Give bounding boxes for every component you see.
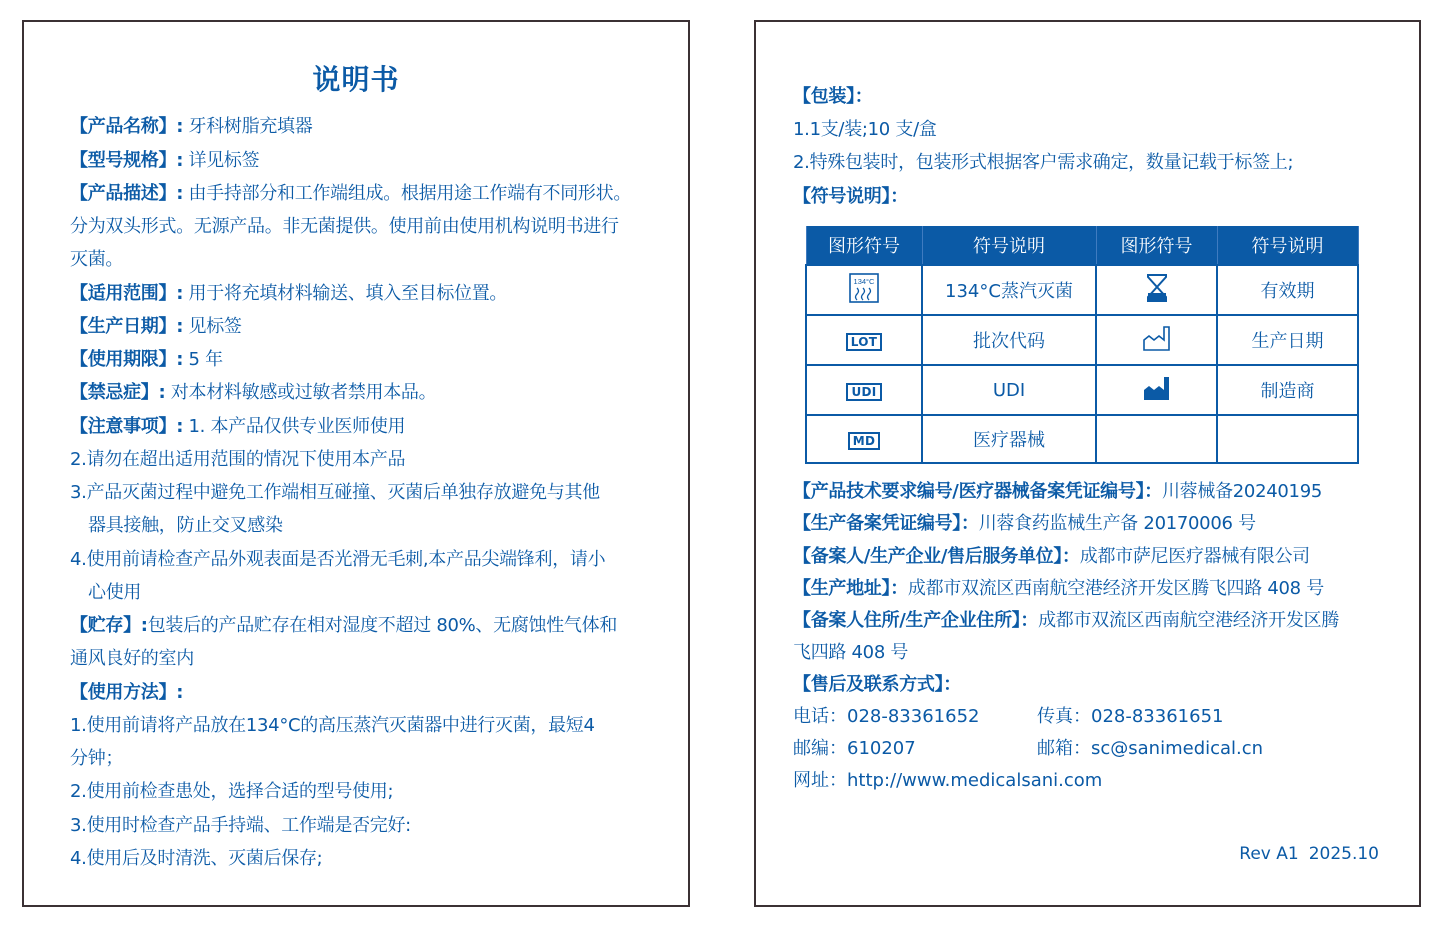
symbol-description: 制造商	[1217, 365, 1358, 415]
table-row	[806, 365, 1358, 415]
model-spec-line: 【型号规格】: 详见标签	[70, 150, 260, 171]
symbol-description: 有效期	[1217, 265, 1358, 315]
description-line-3: 灭菌。	[70, 249, 124, 270]
svg-text:134°C: 134°C	[853, 276, 875, 286]
product-name-line: 【产品名称】: 牙科树脂充填器	[70, 116, 313, 137]
column-header: 图形符号	[1096, 226, 1217, 265]
packaging-item-2: 2.特殊包装时，包装形式根据客户需求确定，数量记载于标签上;	[793, 152, 1294, 173]
precaution-item-3: 3.产品灭菌过程中避免工作端相互碰撞、灭菌后单独存放避免与其他	[70, 482, 600, 503]
symbols-heading: 【符号说明】：	[793, 186, 908, 207]
zip-field: 邮编：610207	[793, 738, 916, 759]
factory-outline-manufacture-date-icon	[1142, 324, 1172, 352]
document-title: 说明书	[312, 63, 400, 96]
usage-item-1: 1.使用前请将产品放在134°C的高压蒸汽灭菌器中进行灭菌，最短4	[70, 715, 595, 736]
usage-item-2: 2.使用前检查患处，选择合适的型号使用;	[70, 781, 394, 802]
storage-line: 【贮存】:包装后的产品贮存在相对湿度不超过 80%、无腐蚀性气体和	[70, 615, 618, 636]
symbol-description: 生产日期	[1217, 315, 1358, 365]
table-row	[806, 415, 1358, 463]
phone-field: 电话：028-83361652	[793, 706, 980, 727]
revision-info: Rev A1 2025.10	[1239, 844, 1379, 864]
precautions-line: 【注意事项】: 1. 本产品仅供专业医师使用	[70, 416, 406, 437]
usage-item-3: 3.使用时检查产品手持端、工作端是否完好:	[70, 815, 411, 836]
scope-line: 【适用范围】: 用于将充填材料输送、填入至目标位置。	[70, 283, 508, 304]
precaution-item-2: 2.请勿在超出适用范围的情况下使用本产品	[70, 449, 406, 470]
production-address-line: 【生产地址】：成都市双流区西南航空港经济开发区腾飞四路 408 号	[793, 578, 1324, 599]
symbol-description: 134°C蒸汽灭菌	[922, 265, 1096, 315]
registrant-address-line: 【备案人住所/生产企业住所】：成都市双流区西南航空港经济开发区腾	[793, 610, 1339, 631]
lot-icon: LOT	[846, 333, 883, 351]
symbols-table	[805, 226, 1359, 464]
column-header: 符号说明	[922, 226, 1096, 265]
packaging-heading: 【包装】：	[793, 86, 873, 107]
packaging-item-1: 1.1支/装;10 支/盒	[793, 119, 937, 140]
table-row	[806, 315, 1358, 365]
website-link[interactable]: http://www.medicalsani.com	[847, 770, 1103, 791]
fax-field: 传真：028-83361651	[1037, 706, 1224, 727]
md-icon: MD	[848, 432, 881, 450]
usage-item-1-cont: 分钟；	[70, 748, 124, 769]
instructions-panel-right	[754, 20, 1421, 907]
symbol-description	[1217, 415, 1358, 463]
column-header: 符号说明	[1217, 226, 1358, 265]
hourglass-expiry-icon	[1145, 273, 1169, 303]
factory-filled-manufacturer-icon	[1142, 374, 1172, 402]
symbol-description: 医疗器械	[922, 415, 1096, 463]
email-field: 邮箱：sc@sanimedical.cn	[1037, 738, 1264, 759]
symbol-description: 批次代码	[922, 315, 1096, 365]
table-row	[806, 265, 1358, 315]
symbol-description: UDI	[922, 365, 1096, 415]
company-line: 【备案人/生产企业/售后服务单位】：成都市萨尼医疗器械有限公司	[793, 546, 1310, 567]
contact-heading: 【售后及联系方式】：	[793, 674, 961, 695]
registration-number-line: 【产品技术要求编号/医疗器械备案凭证编号】：川蓉械备20240195	[793, 481, 1323, 502]
instructions-panel-left	[22, 20, 690, 907]
usage-item-4: 4.使用后及时清洗、灭菌后保存;	[70, 848, 323, 869]
description-line: 【产品描述】: 由手持部分和工作端组成。根据用途工作端有不同形状。	[70, 183, 632, 204]
precaution-item-4-cont: 心使用	[88, 582, 142, 603]
precaution-item-4: 4.使用前请检查产品外观表面是否光滑无毛刺,本产品尖端锋利，请小	[70, 549, 606, 570]
description-line-2: 分为双头形式。无源产品。非无菌提供。使用前由使用机构说明书进行	[70, 216, 619, 237]
usage-heading: 【使用方法】:	[70, 682, 184, 703]
steam-sterilization-134c-icon	[849, 273, 879, 303]
production-date-line: 【生产日期】: 见标签	[70, 316, 242, 337]
contraindication-line: 【禁忌症】: 对本材料敏感或过敏者禁用本品。	[70, 382, 437, 403]
udi-icon: UDI	[846, 383, 881, 401]
production-license-line: 【生产备案凭证编号】：川蓉食药监械生产备 20170006 号	[793, 513, 1256, 534]
precaution-item-3-cont: 器具接触，防止交叉感染	[88, 515, 283, 536]
symbols-table-header	[806, 226, 1358, 265]
service-life-line: 【使用期限】: 5 年	[70, 349, 223, 370]
storage-line-2: 通风良好的室内	[70, 648, 194, 669]
website-field: 网址：http://www.medicalsani.com	[793, 770, 1103, 791]
column-header: 图形符号	[806, 226, 922, 265]
registrant-address-line-cont: 飞四路 408 号	[793, 642, 909, 663]
